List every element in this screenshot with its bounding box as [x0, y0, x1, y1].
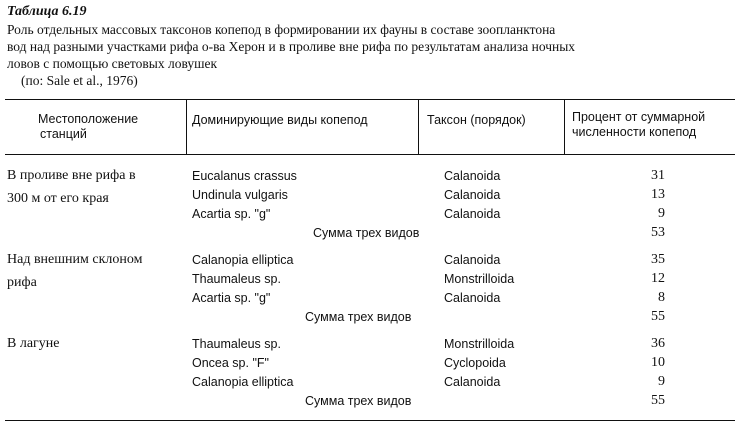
percent-value: 35: [651, 252, 665, 267]
taxon-name: Calanoida: [444, 188, 501, 202]
percent-value: 9: [658, 374, 665, 389]
percent-value: 8: [658, 290, 665, 305]
station-location: рифа: [7, 275, 37, 290]
station-location: 300 м от его края: [7, 191, 109, 206]
taxon-name: Monstrilloida: [444, 272, 515, 286]
taxon-name: Calanoida: [444, 253, 501, 267]
caption-line: ловов с помощью световых ловушек: [7, 56, 218, 71]
column-divider: [418, 100, 419, 154]
sum-label: Сумма трех видов: [313, 226, 420, 240]
caption-source: (по: Sale et al., 1976): [21, 73, 138, 88]
taxon-name: Cyclopoida: [444, 356, 506, 370]
station-location: Над внешним склоном: [7, 252, 143, 267]
taxon-name: Calanoida: [444, 291, 501, 305]
caption-line: Роль отдельных массовых таксонов копепод в формировании их фауны в составе зоопланктона: [7, 22, 556, 37]
sum-value: 55: [651, 393, 665, 408]
species-name: Calanopia elliptica: [192, 253, 294, 267]
table-caption: [7, 21, 735, 89]
species-name: Acartia sp. "g": [192, 207, 271, 221]
column-divider: [186, 100, 187, 154]
taxon-name: Monstrilloida: [444, 337, 515, 351]
taxon-name: Calanoida: [444, 207, 501, 221]
header-species: Доминирующие виды копепод: [192, 113, 368, 127]
table-top-rule: [5, 99, 735, 100]
taxon-name: Calanoida: [444, 169, 501, 183]
taxon-name: Calanoida: [444, 375, 501, 389]
species-name: Calanopia elliptica: [192, 375, 294, 389]
species-name: Thaumaleus sp.: [192, 337, 281, 351]
percent-value: 31: [651, 168, 665, 183]
table-bottom-rule: [5, 420, 735, 421]
column-divider: [564, 100, 565, 154]
table-header-rule: [5, 154, 735, 155]
station-location: В проливе вне рифа в: [7, 168, 136, 183]
caption-line: вод над разными участками рифа о-ва Херон и в проливе вне рифа по результатам анализа ночных: [7, 39, 576, 54]
station-location: В лагуне: [7, 336, 60, 351]
percent-value: 36: [651, 336, 665, 351]
percent-value: 10: [651, 355, 665, 370]
species-name: Eucalanus crassus: [192, 169, 297, 183]
header-taxon: Таксон (порядок): [427, 113, 526, 127]
table-title: Таблица 6.19: [7, 4, 87, 19]
percent-value: 9: [658, 206, 665, 221]
species-name: Oncea sp. "F": [192, 356, 269, 370]
species-name: Undinula vulgaris: [192, 188, 288, 202]
sum-label: Сумма трех видов: [305, 394, 412, 408]
percent-value: 12: [651, 271, 665, 286]
species-name: Acartia sp. "g": [192, 291, 271, 305]
percent-value: 13: [651, 187, 665, 202]
species-name: Thaumaleus sp.: [192, 272, 281, 286]
sum-label: Сумма трех видов: [305, 310, 412, 324]
sum-value: 55: [651, 309, 665, 324]
header-percent: Процент от суммарной численности копепод: [572, 110, 706, 139]
header-location: Местоположение станций: [38, 112, 139, 141]
sum-value: 53: [651, 225, 665, 240]
